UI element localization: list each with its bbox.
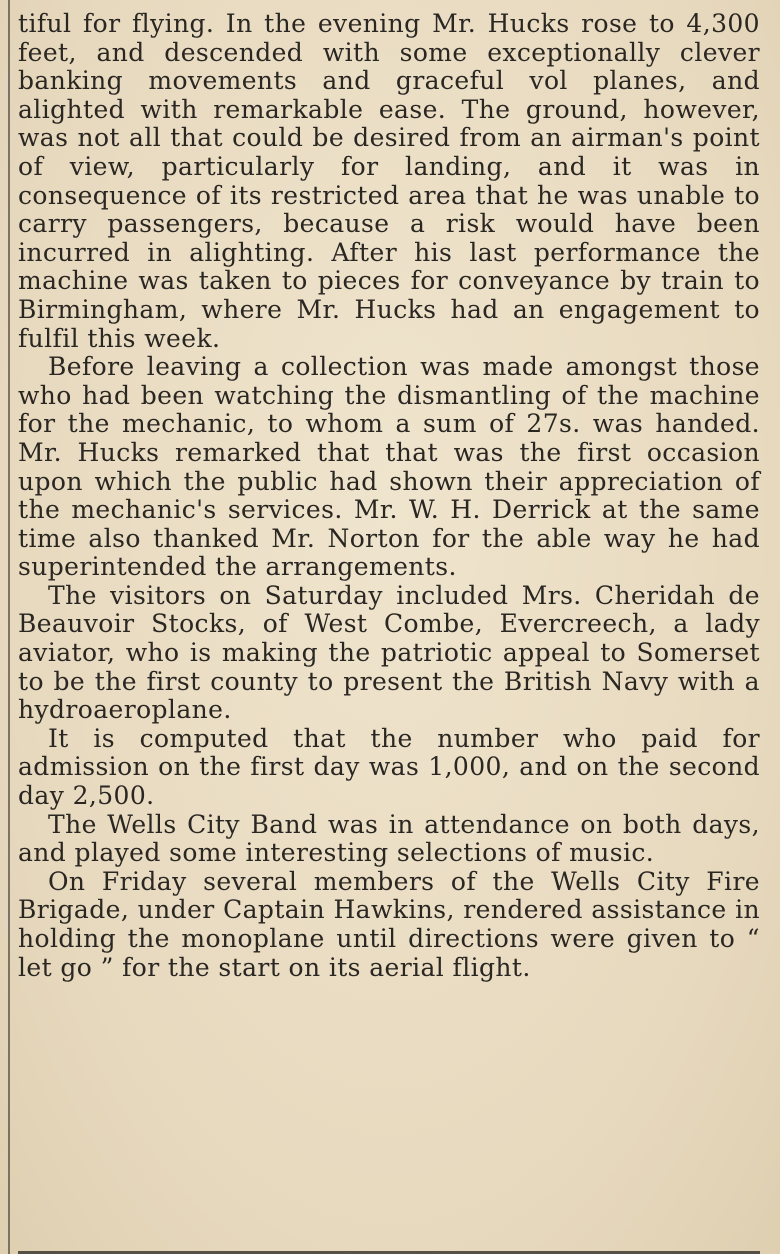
paragraph-flight-report: tiful for flying. In the evening Mr. Hucks rose to 4,300 feet, and descended with some exceptionally clever banking movements and graceful vol planes, and alighted with remarkable ease. The ground, however, was not all that could be desired from an airman's point of view, particularly for landing, and it was in consequence of its restricted area that he was unable to carry passengers, because a risk would have been incurred in alighting. After his last performance the machine was taken to pieces for conveyance by train to Birmingham, where Mr. Hucks had an engagement to fulfil this week. <box>18 9 760 353</box>
paragraph-band: The Wells City Band was in attendance on both days, and played some interesting selections of music. <box>18 809 760 868</box>
paragraph-collection: Before leaving a collection was made amongst those who had been watching the dismantling of the machine for the mechanic, to whom a sum of 27s. was handed. Mr. Hucks remarked that that was the first occasion upon which the public had shown their appreciation of the mechanic's services. Mr. W. H. Derrick at the same time also thanked Mr. Norton for the able way he had superintended the arrangements. <box>18 352 760 582</box>
column-rule-left <box>8 0 10 1254</box>
paragraph-attendance: It is computed that the number who paid for admission on the first day was 1,000, and on the second day 2,500. <box>18 723 760 811</box>
article-column <box>18 10 760 982</box>
paragraph-visitors: The visitors on Saturday included Mrs. Cheridah de Beauvoir Stocks, of West Combe, Evercreech, a lady aviator, who is making the patriotic appeal to Somerset to be the first county to present the British Navy with a hydroaeroplane. <box>18 580 760 725</box>
paragraph-fire-brigade: On Friday several members of the Wells City Fire Brigade, under Captain Hawkins, rendered assistance in holding the monoplane until directions were given to “ let go ” for the start on its aerial flight. <box>18 866 760 982</box>
